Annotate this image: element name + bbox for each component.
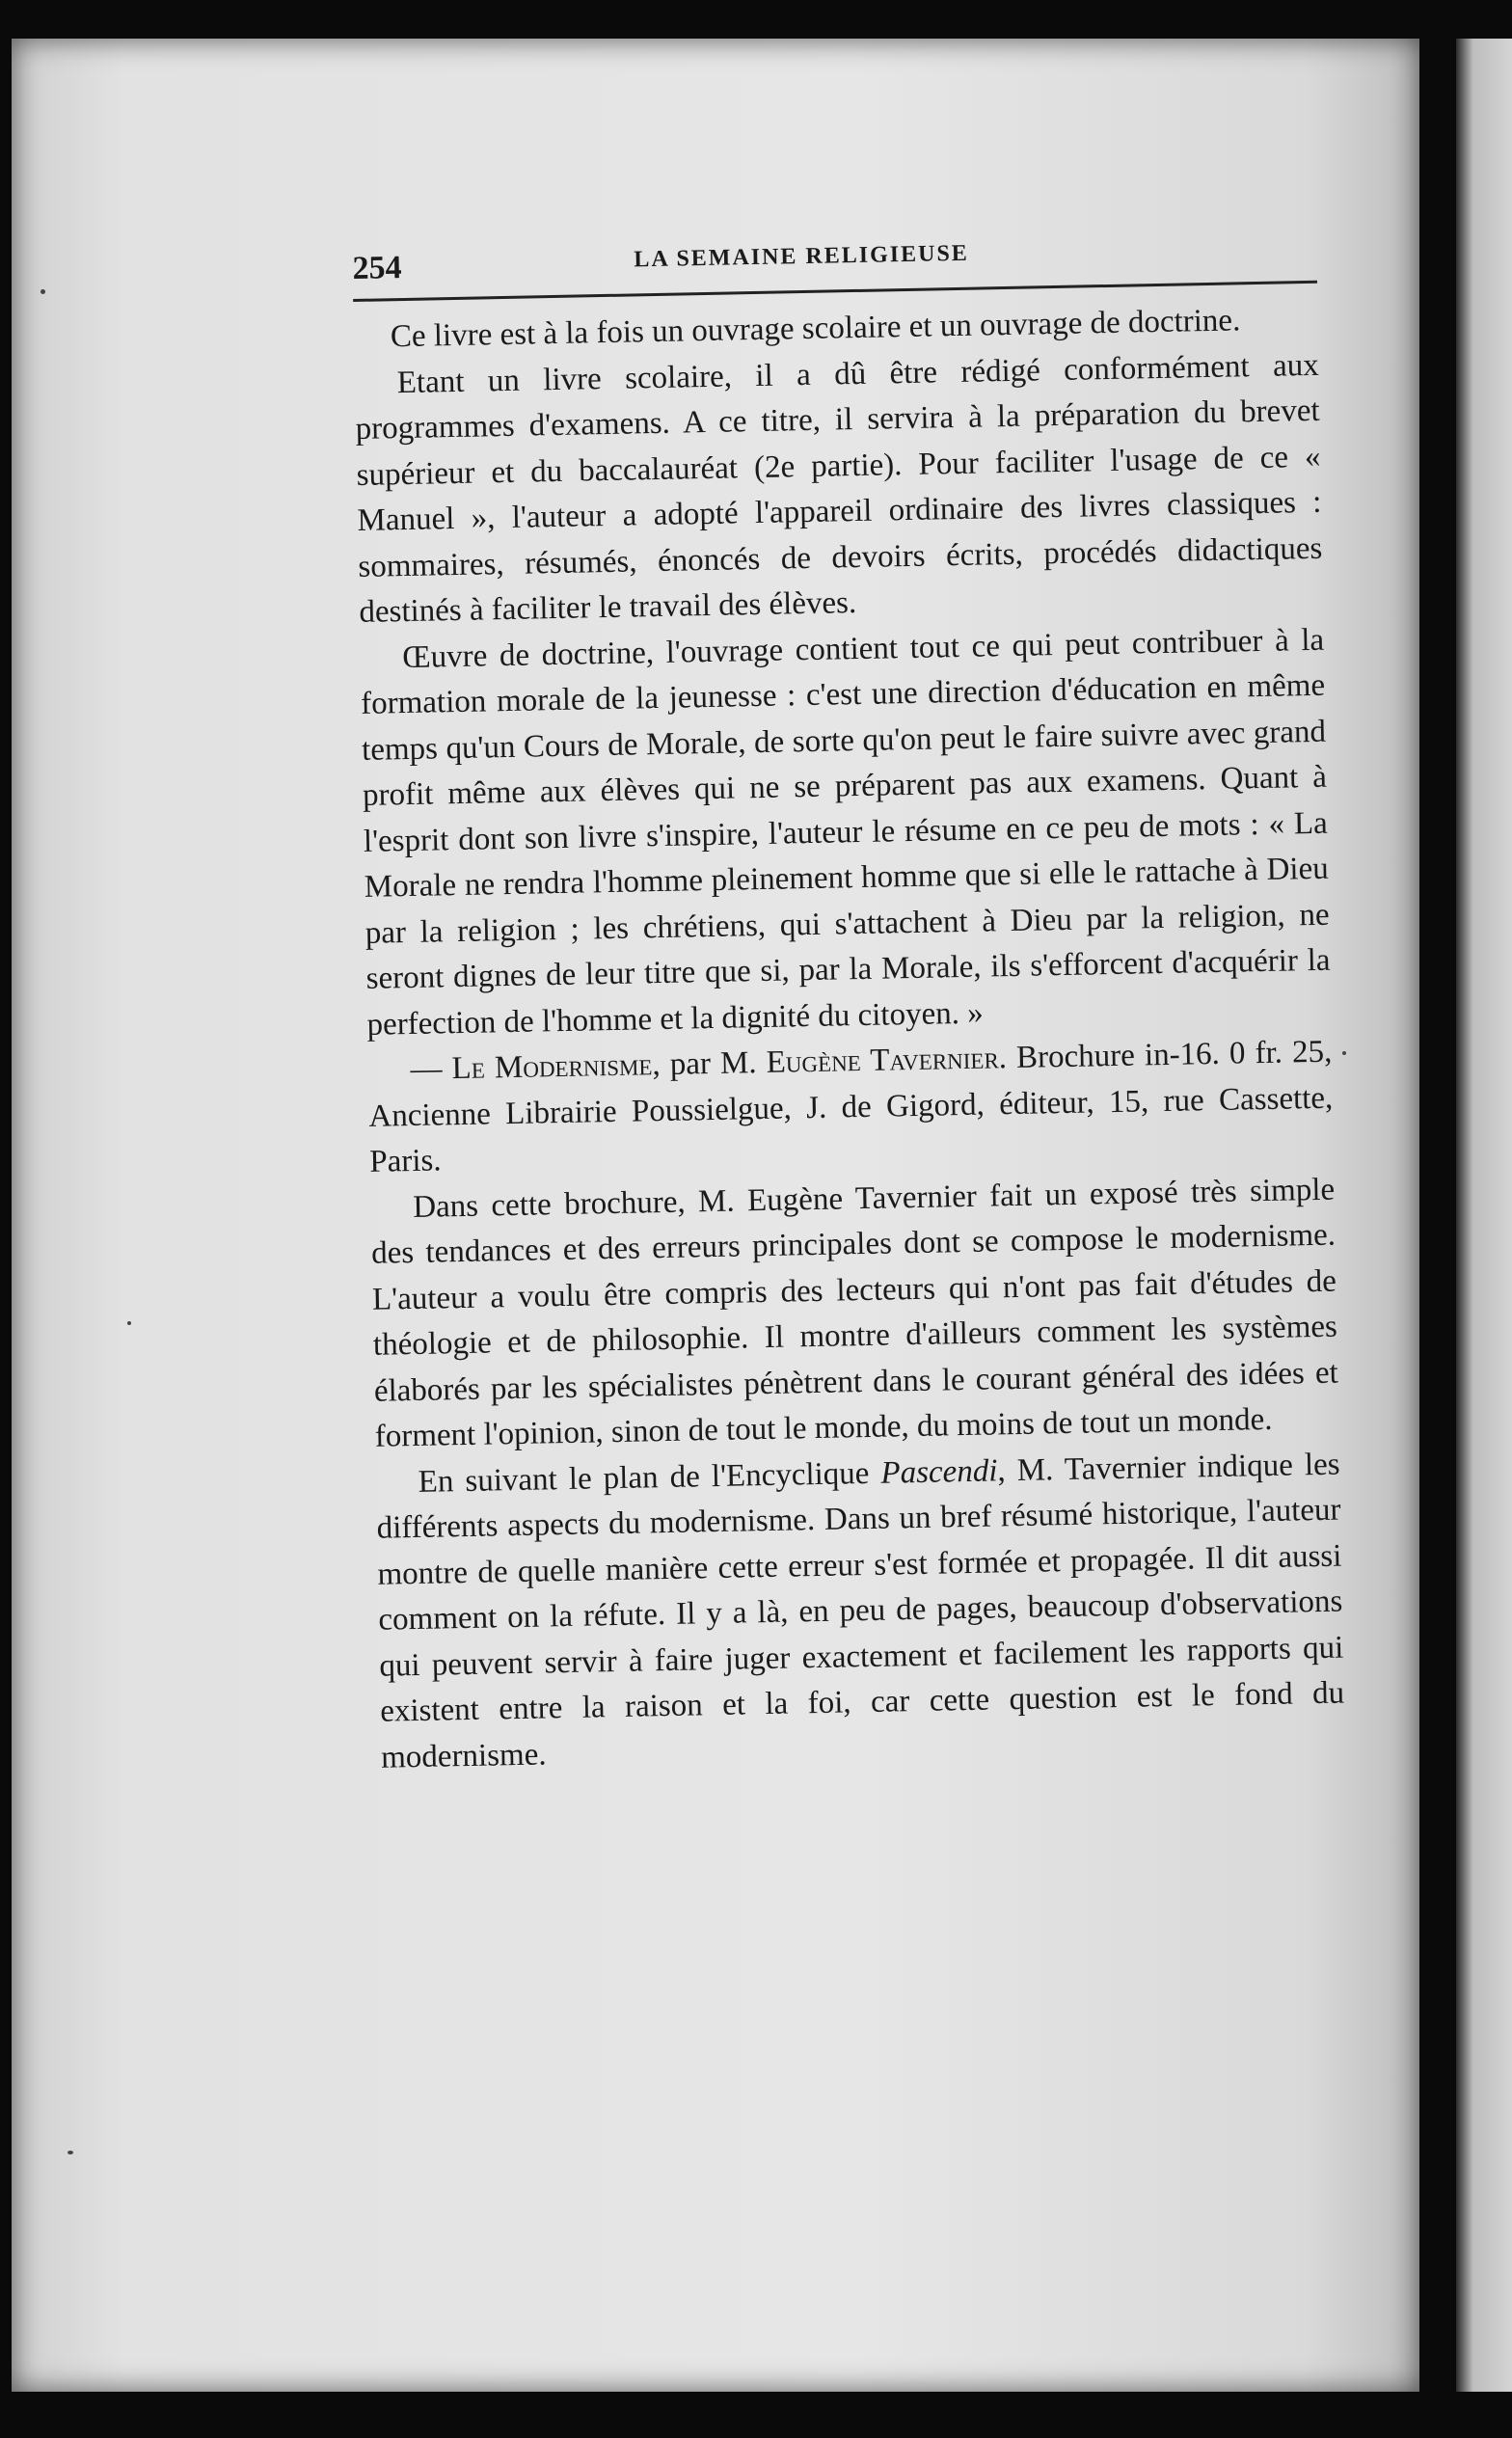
paragraph bbox=[375, 1442, 1345, 1781]
notice-by: , par M. bbox=[652, 1044, 768, 1083]
journal-title: LA SEMAINE RELIGIEUSE bbox=[634, 240, 970, 273]
paragraph: Dans cette brochure, M. Eugène Tavernier fait un exposé très simple des tendances et des erreurs principales dont se compose le modernisme. L'auteur a voulu être compris des lecteurs qui n'ont pas fait d'études de théologie et de philosophie. Il montre d'ailleurs comment les systèmes élaborés par les spécialistes pénètrent dans le courant général des idées et forment l'opinion, sinon de tout le monde, du moins de tout un monde. bbox=[370, 1172, 1339, 1454]
adjacent-page-edge bbox=[1456, 39, 1512, 2392]
paper-speck bbox=[40, 289, 45, 294]
notice-details: . Brochure in-16. 0 fr. 25, Ancienne Librairie Poussielgue, J. de Gigord, éditeur, 15, rue Cassette, Paris. bbox=[368, 1034, 1334, 1179]
paper-speck bbox=[127, 1321, 131, 1325]
paragraph: Ce livre est à la fois un ouvrage scolaire et un ouvrage de doctrine. bbox=[390, 303, 1241, 355]
page-number: 254 bbox=[352, 250, 402, 286]
paragraph-end: , M. Tavernier indique les différents aspects du modernisme. Dans un bref résumé historique, l'auteur montre de quelle manière cette erreur s'est formée et propagée. Il dit aussi comment on la réfute. Il y a là, en peu de pages, beaucoup d'observations qui peuvent servir à faire juger exactement et facilement les rapports qui existent entre la raison et la foi, car cette question est le fond du modernisme. bbox=[376, 1447, 1345, 1775]
article-body bbox=[353, 297, 1345, 1781]
paragraph-start: En suivant le plan de l'Encyclique bbox=[418, 1455, 881, 1500]
paragraph: Œuvre de doctrine, l'ouvrage contient tout ce qui peut contribuer à la formation morale de la jeunesse : c'est une direction d'éducation en même temps qu'un Cours de Morale, de sorte qu'on peut le faire suivre avec grand profit même aux élèves qui ne se préparent pas aux examens. Quant à l'esprit dont son livre s'inspire, l'auteur le résume en ce peu de mots : « La Morale ne rendra l'homme pleinement homme que si elle le rattache à Dieu par la religion ; les chrétiens, qui s'attachent à Dieu par la religion, ne seront dignes de leur titre que si, par la Morale, ils s'efforcent d'acquérir la perfection de l'homme et la dignité du citoyen. » bbox=[360, 622, 1331, 1043]
book-notice bbox=[367, 1030, 1335, 1186]
notice-dash: — bbox=[410, 1051, 452, 1087]
page-text-block bbox=[352, 223, 1345, 1781]
paragraph: Etant un livre scolaire, il a dû être rédigé conformément aux programmes d'examens. A ce titre, il servira à la préparation du brevet supérieur et du baccalauréat (2e partie). Pour faciliter l'usage de ce « Manuel », l'auteur a adopté l'appareil ordinaire des livres classiques : sommaires, résumés, énoncés de devoirs écrits, procédés didactiques destinés à faciliter le travail des élèves. bbox=[355, 347, 1323, 630]
book-author: Eugène Tavernier bbox=[766, 1041, 1000, 1080]
book-title: Le Modernisme bbox=[451, 1047, 653, 1087]
paper-speck bbox=[1342, 1051, 1346, 1055]
paper-speck bbox=[68, 2151, 73, 2154]
encyclical-name: Pascendi bbox=[880, 1452, 998, 1491]
